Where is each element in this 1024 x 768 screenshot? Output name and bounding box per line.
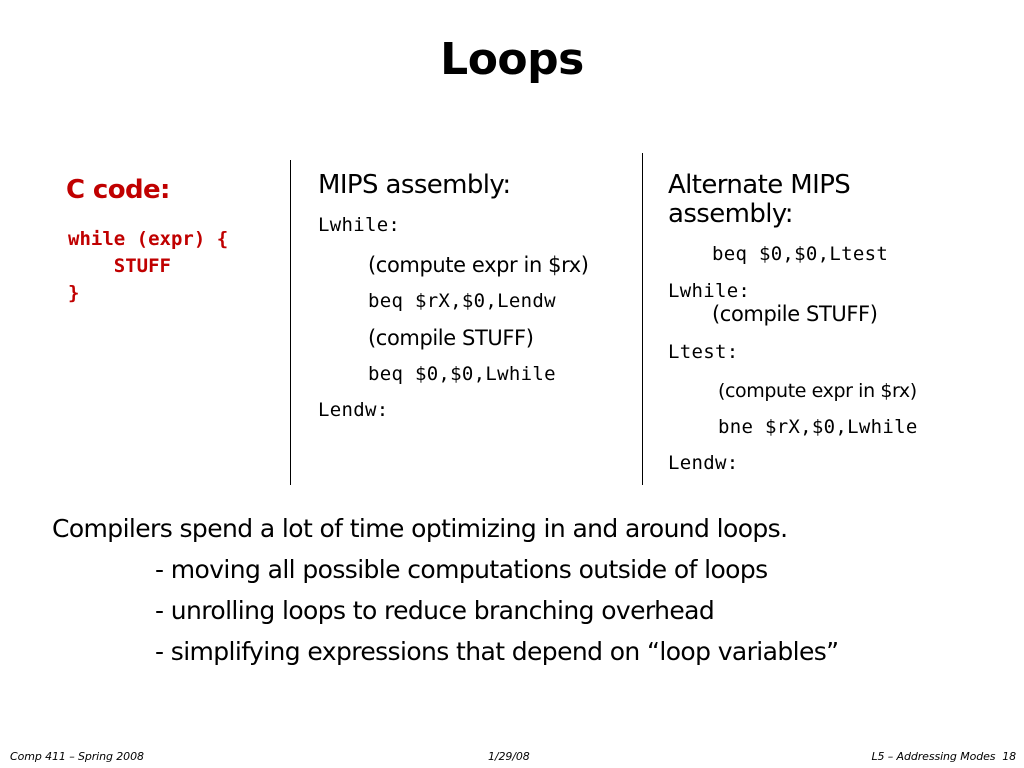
mips-heading: MIPS assembly: <box>318 170 511 200</box>
mips-label-lendw: Lendw: <box>318 399 389 421</box>
loop-optimization-point-2: - unrolling loops to reduce branching overhead <box>155 596 715 625</box>
c-code-heading: C code: <box>66 175 170 205</box>
alt-mips-compile-stuff: (compile STUFF) <box>712 302 878 326</box>
column-divider-right <box>642 153 643 485</box>
loop-optimization-point-1: - moving all possible computations outside of loops <box>155 555 768 584</box>
alt-mips-label-lwhile: Lwhile: <box>668 280 751 302</box>
mips-compile-stuff: (compile STUFF) <box>368 326 534 350</box>
footer-lecture-page: L5 – Addressing Modes 18 <box>871 750 1016 763</box>
footer-date: 1/29/08 <box>488 750 530 763</box>
alt-mips-beq-ltest: beq $0,$0,Ltest <box>712 243 889 265</box>
alt-mips-heading-line1: Alternate MIPS <box>668 170 851 200</box>
alt-mips-label-lendw: Lendw: <box>668 452 739 474</box>
alt-mips-compute-expr: (compute expr in $rx) <box>718 380 917 402</box>
c-code-line-while: while (expr) { <box>68 228 229 250</box>
alt-mips-heading-line2: assembly: <box>668 199 793 229</box>
mips-beq-lwhile: beq $0,$0,Lwhile <box>368 363 556 385</box>
slide-title: Loops <box>440 34 584 85</box>
alt-mips-label-ltest: Ltest: <box>668 341 739 363</box>
mips-beq-lendw: beq $rX,$0,Lendw <box>368 290 556 312</box>
loop-optimization-summary: Compilers spend a lot of time optimizing in and around loops. <box>52 514 788 543</box>
c-code-line-close-brace: } <box>68 282 80 304</box>
alt-mips-bne-lwhile: bne $rX,$0,Lwhile <box>718 416 918 438</box>
footer-course: Comp 411 – Spring 2008 <box>10 750 144 763</box>
column-divider-left <box>290 160 291 485</box>
c-code-line-stuff: STUFF <box>68 255 171 277</box>
mips-label-lwhile: Lwhile: <box>318 214 401 236</box>
mips-compute-expr: (compute expr in $rx) <box>368 253 589 277</box>
loop-optimization-point-3: - simplifying expressions that depend on “loop variables” <box>155 637 839 666</box>
